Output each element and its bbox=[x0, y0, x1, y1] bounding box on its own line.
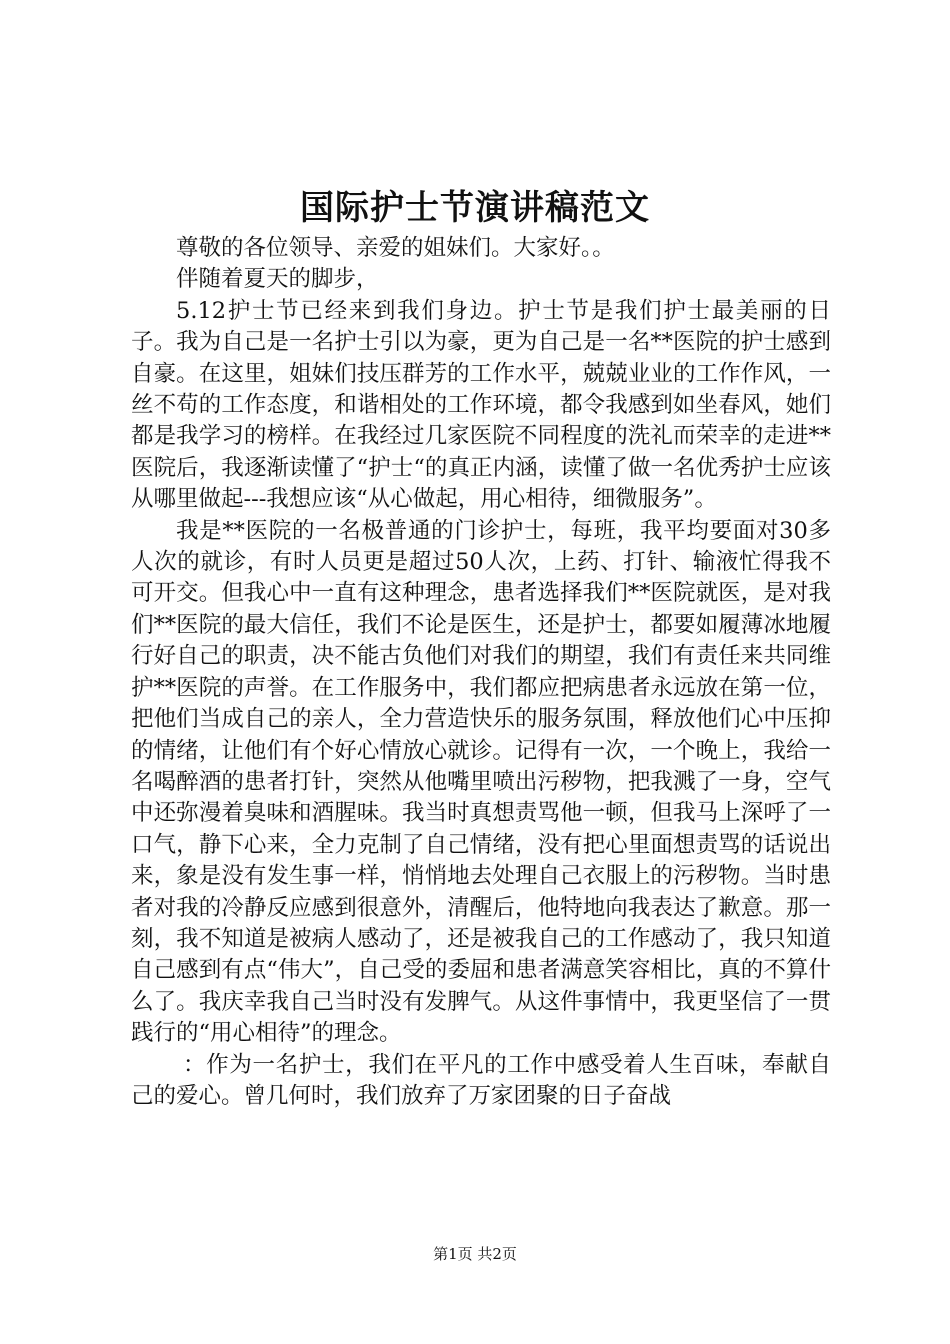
paragraph-nurses-day: 5.12护士节已经来到我们身边。护士节是我们护士最美丽的日子。我为自己是一名护士引以为豪，更为自己是一名**医院的护士感到自豪。在这里，姐妹们技压群芳的工作水平，兢兢业业的工作作风，一丝不苟的工作态度，和谐相处的工作环境，都令我感到如坐春风，她们都是我学习的榜样。在我经过几家医院不同程度的洗礼而荣幸的走进**医院后，我逐渐读懂了“护士“的真正内涵，读懂了做一名优秀护士应该从哪里做起---我想应该“从心做起，用心相待，细微服务”。 bbox=[131, 297, 831, 513]
paragraph-continuation: ：作为一名护士，我们在平凡的工作中感受着人生百味，奉献自己的爱心。曾几何时，我们放弃了万家团聚的日子奋战 bbox=[131, 1051, 831, 1109]
document-title: 国际护士节演讲稿范文 bbox=[300, 188, 650, 228]
document-body bbox=[131, 233, 831, 1112]
page-number-footer: 第1页 共2页 bbox=[433, 1245, 517, 1263]
paragraph-story: 我是**医院的一名极普通的门诊护士，每班，我平均要面对30多人次的就诊，有时人员更是超过50人次，上药、打针、输液忙得我不可开交。但我心中一直有这种理念，患者选择我们**医院就医，是对我们**医院的最大信任，我们不论是医生，还是护士，都要如履薄冰地履行好自己的职责，决不能古负他们对我们的期望，我们有责任来共同维护**医院的声誉。在工作服务中，我们都应把病患者永远放在第一位，把他们当成自己的亲人，全力营造快乐的服务氛围，释放他们心中压抑的情绪，让他们有个好心情放心就诊。记得有一次，一个晚上，我给一名喝醉酒的患者打针，突然从他嘴里喷出污秽物，把我溅了一身，空气中还弥漫着臭味和酒腥味。我当时真想责骂他一顿，但我马上深呼了一口气，静下心来，全力克制了自己情绪，没有把心里面想责骂的话说出来，象是没有发生事一样，悄悄地去处理自己衣服上的污秽物。当时患者对我的冷静反应感到很意外，清醒后，他特地向我表达了歉意。那一刻，我不知道是被病人感动了，还是被我自己的工作感动了，我只知道自己感到有点“伟大”，自己受的委屈和患者满意笑容相比，真的不算什么了。我庆幸我自己当时没有发脾气。从这件事情中，我更坚信了一贯践行的“用心相待”的理念。 bbox=[131, 517, 831, 1047]
paragraph-greeting: 尊敬的各位领导、亲爱的姐妹们。大家好。。 bbox=[176, 235, 615, 261]
paragraph-opening: 伴随着夏天的脚步， bbox=[176, 266, 379, 293]
